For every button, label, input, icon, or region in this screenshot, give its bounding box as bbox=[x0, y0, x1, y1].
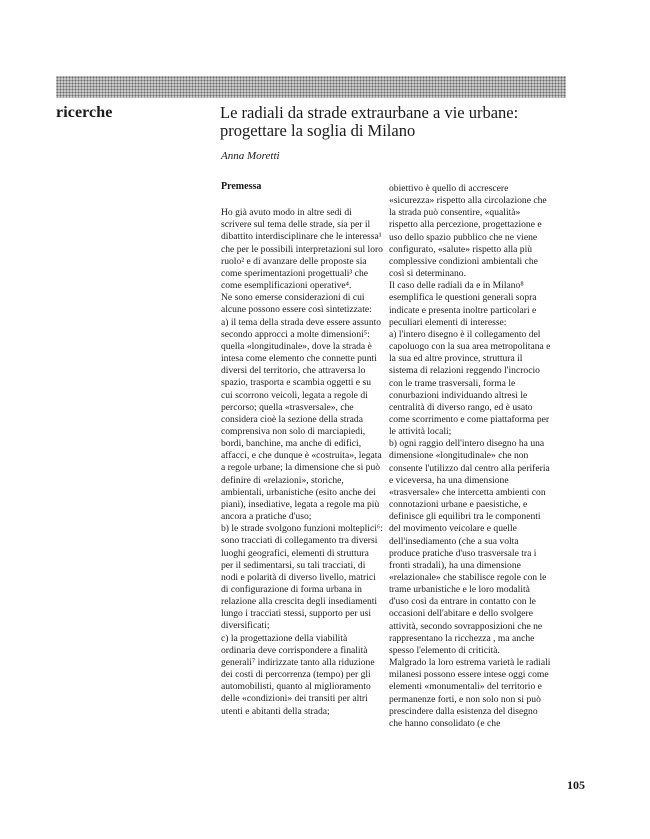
author-name: Anna Moretti bbox=[221, 150, 280, 162]
header-dotted-bar bbox=[56, 76, 566, 98]
paragraph: Malgrado la loro estrema varietà le radiali milanesi possono essere intese oggi come elementi «monumentali» del territorio e permanenze forti, e non solo non si può prescindere dalla esistenza del disegno che hanno consolidato (e che bbox=[389, 657, 551, 729]
paragraph: a) il tema della strada deve essere assunto secondo approcci a molte dimensioni⁵: quella «longitudinale», dove la strada è intesa come elemento che connette punti diversi del territorio, che attraversa lo spazio, trasporta e scambia oggetti e su cui scorrono veicoli, legata a regole di percorso; quella «trasversale», che considera cioè la sezione della strada comprensiva non solo di marciapiedi, bordi, banchine, ma anche di edifici, affacci, e che dunque è «costruita», legata a regole urbane; la dimensione che si può definire di «relazioni», storiche, ambientali, urbanistiche (esito anche dei piani), insediative, legata a regole ma più ancora a pratiche d'uso; bbox=[221, 316, 382, 523]
article-title bbox=[220, 104, 580, 140]
section-label: ricerche bbox=[56, 104, 113, 121]
title-line-2: progettare la soglia di Milano bbox=[220, 121, 416, 140]
paragraph: b) le strade svolgono funzioni molteplici⁶: sono tracciati di collegamento tra diversi luoghi geografici, elementi di struttura per il sedimentarsi, su tali tracciati, di nodi e polarità di diverso livello, matrici di configurazione di forma urbana in relazione alla crescita degli insediamenti lungo i tracciati stessi, supporto per usi diversificati; bbox=[221, 523, 383, 632]
paragraph: Il caso delle radiali da e in Milano⁸ esemplifica le questioni generali sopra indicate e presenta inoltre particolari e peculiari elementi di interesse: bbox=[389, 280, 537, 328]
paragraph: Ho già avuto modo in altre sedi di scrivere sul tema delle strade, sia per il dibattito interdisciplinare che le interessa¹ che per le possibili interpretazioni sul loro ruolo² e di avanzare delle proposte sia come sperimentazioni progettuali³ che come esemplificazioni operative⁴. bbox=[221, 207, 383, 292]
title-line-1: Le radiali da strade extraurbane a vie urbane: bbox=[220, 103, 519, 122]
paragraph: b) ogni raggio dell'intero disegno ha una dimensione «longitudinale» che non consente l'utilizzo dal centro alla periferia e viceversa, ha una dimensione «trasversale» che intercetta ambienti con connotazioni urbane e paesistiche, e definisce gli equilibri tra le componenti del movimento veicolare e quelle dell'insediamento (che a sua volta produce pratiche d'uso trasversale tra i fronti stradali), ha una dimensione «relazionale» che stabilisce regole con le trame urbanistiche e le loro modalità d'uso così da entrare in contatto con le occasioni dell'abitare e dello svolgere attività, secondo sovrapposizioni che ne rappresentano la ricchezza , ma anche spesso l'elemento di criticità. bbox=[389, 438, 550, 656]
paragraph: a) l'intero disegno è il collegamento del capoluogo con la sua area metropolitana e la sua ed altre province, struttura il sistema di relazioni reggendo l'incrocio con le trame trasversali, forma le conurbazioni individuando altresì le centralità di diverso rango, ed è usato come scorrimento e come piattaforma per le attività locali; bbox=[389, 328, 551, 438]
text-column-right bbox=[389, 183, 551, 730]
paragraph: obiettivo è quello di accrescere «sicurezza» rispetto alla circolazione che la strada può consentire, «qualità» rispetto alla percezione, progettazione e uso dello spazio pubblico che ne viene configurato, «salute» rispetto alla più complessive condizioni ambientali che così si determinano. bbox=[389, 183, 547, 280]
page-number: 105 bbox=[567, 778, 585, 792]
paragraph: c) la progettazione della viabilità ordinaria deve corrispondere a finalità generali⁷ indirizzate tanto alla riduzione dei costi di percorrenza (tempo) per gli automobilisti, quanto al miglioramento delle «condizioni» dei transiti per altri utenti e abitanti della strada; bbox=[221, 632, 375, 717]
text-column-left bbox=[221, 181, 383, 718]
section-heading: Premessa bbox=[221, 181, 262, 192]
paragraph: Ne sono emerse considerazioni di cui alcune possono essere così sintetizzate: bbox=[221, 292, 372, 316]
